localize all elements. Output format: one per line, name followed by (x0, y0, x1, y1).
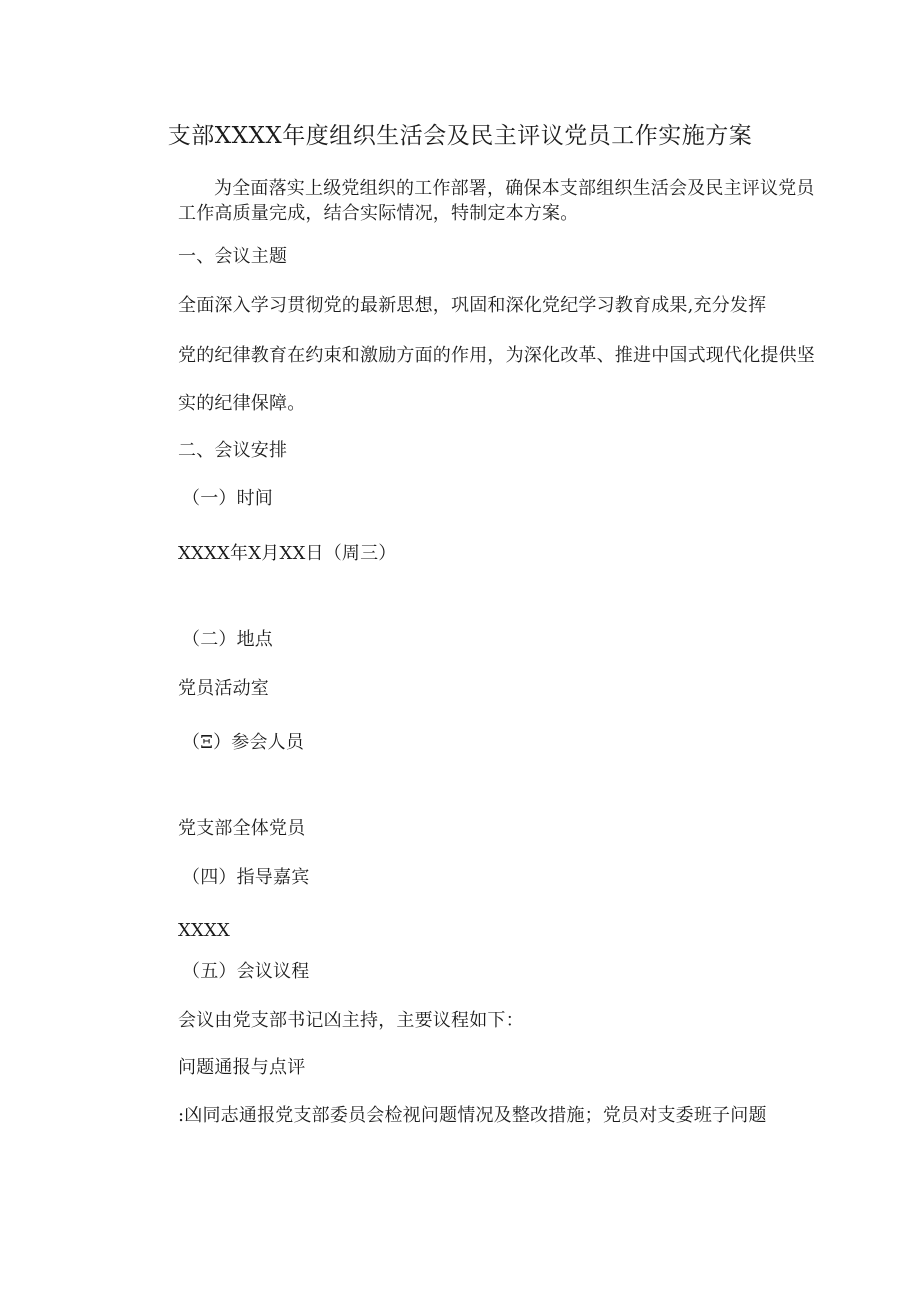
place-heading: （二）地点 (182, 629, 273, 650)
agenda-heading: （五）会议议程 (182, 961, 310, 982)
section1-body-line-1: 全面深入学习贯彻党的最新思想，巩固和深化党纪学习教育成果,充分发挥 (178, 295, 767, 316)
intro-line-2: 工作高质量完成，结合实际情况，特制定本方案。 (178, 203, 579, 224)
document-title: 支部XXXX年度组织生活会及民主评议党员工作实施方案 (167, 123, 753, 149)
guest-value: XXXX (178, 920, 231, 941)
guest-heading: （四）指导嘉宾 (182, 867, 310, 888)
section1-heading: 一、会议主题 (178, 246, 288, 267)
time-heading: （一）时间 (182, 488, 273, 509)
time-value: XXXX年X月XX日（周三） (178, 543, 397, 564)
section1-body-line-2: 党的纪律教育在约束和激励方面的作用，为深化改革、推进中国式现代化提供坚 (178, 345, 815, 366)
intro-line-1: 为全面落实上级党组织的工作部署，确保本支部组织生活会及民主评议党员 (214, 178, 815, 199)
agenda-item1-title: 问题通报与点评 (178, 1057, 306, 1078)
attendees-heading: （Ξ）参会人员 (182, 732, 305, 753)
section1-body-line-3: 实的纪律保障。 (178, 393, 306, 414)
agenda-intro: 会议由党支部书记凶主持，主要议程如下： (178, 1010, 524, 1031)
agenda-item1-body: :凶同志通报党支部委员会检视问题情况及整改措施；党员对支委班子问题 (178, 1105, 767, 1126)
attendees-value: 党支部全体党员 (178, 818, 306, 839)
section2-heading: 二、会议安排 (178, 440, 288, 461)
place-value: 党员活动室 (178, 678, 269, 699)
